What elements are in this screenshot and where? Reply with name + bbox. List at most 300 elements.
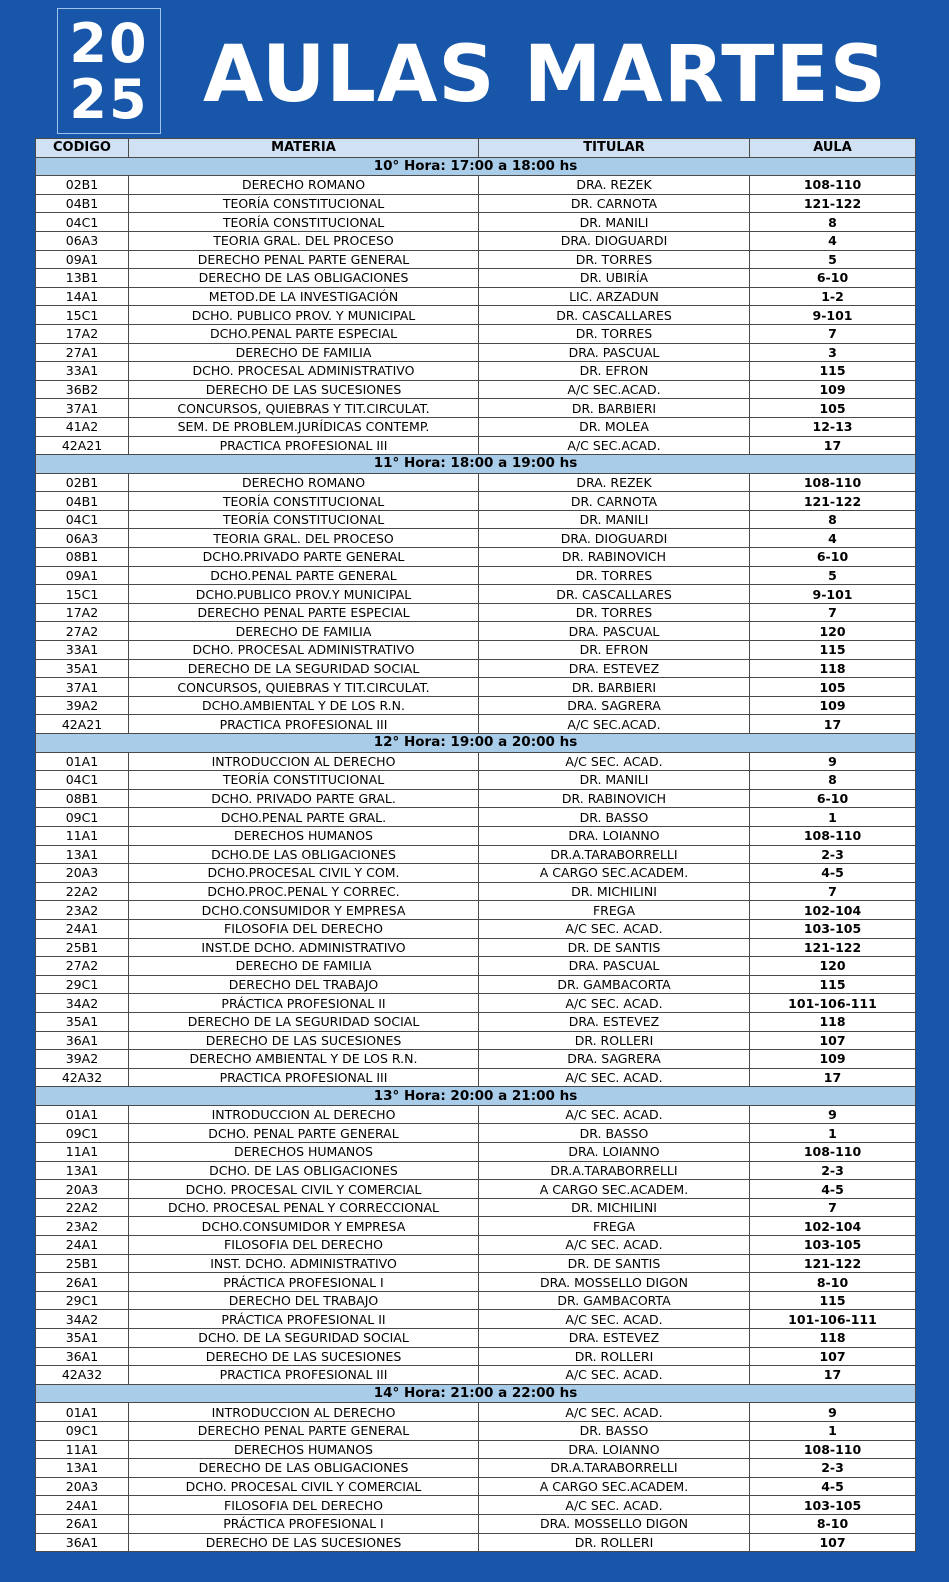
table-row: [36, 1012, 916, 1031]
cell-aula: 8-10: [750, 1514, 916, 1533]
header-row: [36, 139, 916, 158]
cell-aula: 3: [750, 343, 916, 362]
cell-titular: DR. TORRES: [479, 566, 750, 585]
cell-aula: 1-2: [750, 287, 916, 306]
cell-codigo: 09C1: [36, 1124, 129, 1143]
cell-titular: A CARGO SEC.ACADEM.: [479, 1180, 750, 1199]
cell-codigo: 04C1: [36, 213, 129, 232]
cell-codigo: 01A1: [36, 1105, 129, 1124]
cell-titular: A/C SEC. ACAD.: [479, 919, 750, 938]
cell-materia: DCHO.PENAL PARTE GENERAL: [129, 566, 479, 585]
cell-codigo: 04C1: [36, 771, 129, 790]
cell-materia: DERECHO DE LA SEGURIDAD SOCIAL: [129, 1012, 479, 1031]
cell-materia: SEM. DE PROBLEM.JURÍDICAS CONTEMP.: [129, 417, 479, 436]
cell-materia: DCHO.PROC.PENAL Y CORREC.: [129, 882, 479, 901]
cell-materia: TEORÍA CONSTITUCIONAL: [129, 213, 479, 232]
table-row: [36, 1143, 916, 1162]
cell-codigo: 34A2: [36, 994, 129, 1013]
cell-materia: TEORIA GRAL. DEL PROCESO: [129, 231, 479, 250]
table-row: [36, 1161, 916, 1180]
cell-aula: 2-3: [750, 1161, 916, 1180]
cell-aula: 105: [750, 399, 916, 418]
cell-codigo: 13A1: [36, 1459, 129, 1478]
cell-materia: PRÁCTICA PROFESIONAL I: [129, 1514, 479, 1533]
cell-titular: DR. ROLLERI: [479, 1031, 750, 1050]
cell-materia: DCHO.PROCESAL CIVIL Y COM.: [129, 864, 479, 883]
cell-aula: 8: [750, 510, 916, 529]
cell-codigo: 15C1: [36, 306, 129, 325]
table-row: [36, 1366, 916, 1385]
cell-codigo: 25B1: [36, 1254, 129, 1273]
cell-materia: PRACTICA PROFESIONAL III: [129, 715, 479, 734]
cell-aula: 7: [750, 603, 916, 622]
cell-titular: DRA. PASCUAL: [479, 622, 750, 641]
cell-aula: 5: [750, 250, 916, 269]
cell-titular: A/C SEC. ACAD.: [479, 752, 750, 771]
cell-codigo: 11A1: [36, 1440, 129, 1459]
table-row: [36, 1496, 916, 1515]
cell-aula: 118: [750, 659, 916, 678]
table-row: [36, 771, 916, 790]
cell-materia: DCHO.AMBIENTAL Y DE LOS R.N.: [129, 696, 479, 715]
cell-titular: DRA. MOSSELLO DIGON: [479, 1514, 750, 1533]
cell-materia: TEORÍA CONSTITUCIONAL: [129, 194, 479, 213]
cell-materia: DERECHO DEL TRABAJO: [129, 1291, 479, 1310]
cell-codigo: 26A1: [36, 1514, 129, 1533]
cell-materia: DERECHO DE LA SEGURIDAD SOCIAL: [129, 659, 479, 678]
cell-titular: DRA. REZEK: [479, 473, 750, 492]
cell-materia: DERECHO DE LAS SUCESIONES: [129, 1031, 479, 1050]
table-row: [36, 659, 916, 678]
cell-codigo: 27A2: [36, 957, 129, 976]
table-row: [36, 1291, 916, 1310]
cell-materia: DERECHO ROMANO: [129, 176, 479, 195]
cell-titular: DRA. ESTEVEZ: [479, 1329, 750, 1348]
cell-codigo: 08B1: [36, 548, 129, 567]
cell-materia: DCHO. DE LA SEGURIDAD SOCIAL: [129, 1329, 479, 1348]
table-row: [36, 1217, 916, 1236]
cell-aula: 108-110: [750, 1440, 916, 1459]
cell-codigo: 27A2: [36, 622, 129, 641]
cell-titular: DR. GAMBACORTA: [479, 975, 750, 994]
cell-titular: DRA. DIOGUARDI: [479, 231, 750, 250]
cell-codigo: 14A1: [36, 287, 129, 306]
table-row: [36, 269, 916, 288]
cell-titular: FREGA: [479, 1217, 750, 1236]
cell-materia: TEORIA GRAL. DEL PROCESO: [129, 529, 479, 548]
cell-codigo: 01A1: [36, 752, 129, 771]
schedule-body: [36, 157, 916, 1552]
cell-materia: DCHO.CONSUMIDOR Y EMPRESA: [129, 1217, 479, 1236]
column-header-codigo: CODIGO: [36, 139, 129, 158]
cell-titular: DRA. PASCUAL: [479, 343, 750, 362]
cell-codigo: 33A1: [36, 362, 129, 381]
cell-aula: 9-101: [750, 585, 916, 604]
section-header-row: [36, 1087, 916, 1106]
cell-titular: DRA. SAGRERA: [479, 1050, 750, 1069]
cell-codigo: 26A1: [36, 1273, 129, 1292]
cell-materia: FILOSOFIA DEL DERECHO: [129, 1496, 479, 1515]
table-row: [36, 473, 916, 492]
year-bottom-digits: 25: [69, 68, 149, 131]
cell-titular: DRA. MOSSELLO DIGON: [479, 1273, 750, 1292]
cell-titular: LIC. ARZADUN: [479, 287, 750, 306]
cell-codigo: 42A32: [36, 1366, 129, 1385]
table-row: [36, 585, 916, 604]
table-row: [36, 566, 916, 585]
column-header-titular: TITULAR: [479, 139, 750, 158]
table-row: [36, 678, 916, 697]
cell-materia: DCHO. DE LAS OBLIGACIONES: [129, 1161, 479, 1180]
cell-materia: DERECHOS HUMANOS: [129, 1440, 479, 1459]
table-row: [36, 752, 916, 771]
table-row: [36, 380, 916, 399]
cell-materia: DCHO. PROCESAL PENAL Y CORRECCIONAL: [129, 1198, 479, 1217]
cell-titular: DR. BASSO: [479, 1124, 750, 1143]
cell-materia: PRÁCTICA PROFESIONAL II: [129, 1310, 479, 1329]
cell-aula: 109: [750, 380, 916, 399]
cell-titular: A/C SEC. ACAD.: [479, 1403, 750, 1422]
cell-codigo: 02B1: [36, 473, 129, 492]
cell-codigo: 37A1: [36, 678, 129, 697]
cell-materia: TEORÍA CONSTITUCIONAL: [129, 492, 479, 511]
cell-titular: DR. TORRES: [479, 250, 750, 269]
cell-materia: DCHO.PUBLICO PROV.Y MUNICIPAL: [129, 585, 479, 604]
cell-materia: PRACTICA PROFESIONAL III: [129, 1366, 479, 1385]
cell-titular: DRA. DIOGUARDI: [479, 529, 750, 548]
cell-materia: DERECHO ROMANO: [129, 473, 479, 492]
cell-aula: 121-122: [750, 194, 916, 213]
cell-materia: DERECHO DE LAS OBLIGACIONES: [129, 269, 479, 288]
cell-aula: 6-10: [750, 269, 916, 288]
cell-materia: FILOSOFIA DEL DERECHO: [129, 1236, 479, 1255]
cell-aula: 103-105: [750, 919, 916, 938]
cell-aula: 101-106-111: [750, 994, 916, 1013]
cell-materia: TEORÍA CONSTITUCIONAL: [129, 771, 479, 790]
cell-titular: DR. RABINOVICH: [479, 789, 750, 808]
cell-materia: DERECHOS HUMANOS: [129, 826, 479, 845]
cell-titular: DR. MANILI: [479, 510, 750, 529]
cell-aula: 108-110: [750, 176, 916, 195]
cell-aula: 8-10: [750, 1273, 916, 1292]
cell-codigo: 09C1: [36, 1421, 129, 1440]
cell-titular: A CARGO SEC.ACADEM.: [479, 1477, 750, 1496]
cell-titular: DR. GAMBACORTA: [479, 1291, 750, 1310]
table-row: [36, 1236, 916, 1255]
table-row: [36, 1329, 916, 1348]
cell-aula: 121-122: [750, 1254, 916, 1273]
cell-codigo: 24A1: [36, 1496, 129, 1515]
cell-codigo: 36A1: [36, 1347, 129, 1366]
cell-aula: 115: [750, 641, 916, 660]
cell-aula: 1: [750, 808, 916, 827]
table-row: [36, 343, 916, 362]
cell-codigo: 24A1: [36, 1236, 129, 1255]
table-row: [36, 231, 916, 250]
cell-titular: DR. ROLLERI: [479, 1533, 750, 1552]
table-row: [36, 1477, 916, 1496]
cell-materia: INTRODUCCION AL DERECHO: [129, 1105, 479, 1124]
cell-titular: A/C SEC.ACAD.: [479, 715, 750, 734]
table-row: [36, 492, 916, 511]
cell-aula: 118: [750, 1012, 916, 1031]
cell-aula: 120: [750, 622, 916, 641]
cell-titular: A/C SEC. ACAD.: [479, 1496, 750, 1515]
cell-titular: DR. UBIRÍA: [479, 269, 750, 288]
section-header-row: [36, 734, 916, 753]
cell-titular: DRA. LOIANNO: [479, 1440, 750, 1459]
column-header-materia: MATERIA: [129, 139, 479, 158]
table-row: [36, 548, 916, 567]
cell-materia: DERECHO PENAL PARTE GENERAL: [129, 250, 479, 269]
cell-aula: 108-110: [750, 1143, 916, 1162]
cell-titular: DR. RABINOVICH: [479, 548, 750, 567]
table-row: [36, 362, 916, 381]
cell-materia: DERECHO DE FAMILIA: [129, 957, 479, 976]
cell-materia: DERECHO DE FAMILIA: [129, 343, 479, 362]
table-row: [36, 1031, 916, 1050]
cell-aula: 6-10: [750, 548, 916, 567]
cell-aula: 1: [750, 1421, 916, 1440]
cell-codigo: 33A1: [36, 641, 129, 660]
cell-codigo: 23A2: [36, 901, 129, 920]
cell-materia: DERECHO DEL TRABAJO: [129, 975, 479, 994]
cell-aula: 4: [750, 529, 916, 548]
cell-aula: 102-104: [750, 901, 916, 920]
section-heading: 13° Hora: 20:00 a 21:00 hs: [36, 1087, 916, 1106]
cell-materia: DCHO. PROCESAL ADMINISTRATIVO: [129, 641, 479, 660]
cell-titular: DR. BASSO: [479, 808, 750, 827]
cell-codigo: 06A3: [36, 231, 129, 250]
table-row: [36, 957, 916, 976]
table-row: [36, 975, 916, 994]
cell-aula: 4-5: [750, 1180, 916, 1199]
cell-aula: 101-106-111: [750, 1310, 916, 1329]
cell-titular: DR. CASCALLARES: [479, 585, 750, 604]
cell-codigo: 42A21: [36, 715, 129, 734]
cell-titular: DR. MANILI: [479, 771, 750, 790]
cell-aula: 4: [750, 231, 916, 250]
cell-materia: DCHO.CONSUMIDOR Y EMPRESA: [129, 901, 479, 920]
cell-aula: 7: [750, 324, 916, 343]
cell-titular: DRA. REZEK: [479, 176, 750, 195]
table-row: [36, 529, 916, 548]
table-row: [36, 417, 916, 436]
cell-codigo: 41A2: [36, 417, 129, 436]
cell-codigo: 22A2: [36, 882, 129, 901]
cell-titular: DR. CARNOTA: [479, 492, 750, 511]
table-row: [36, 994, 916, 1013]
cell-codigo: 42A32: [36, 1068, 129, 1087]
cell-materia: DCHO. PENAL PARTE GENERAL: [129, 1124, 479, 1143]
year-badge: [57, 8, 161, 134]
section-heading: 10° Hora: 17:00 a 18:00 hs: [36, 157, 916, 176]
cell-aula: 107: [750, 1347, 916, 1366]
cell-titular: DR. EFRON: [479, 362, 750, 381]
cell-materia: DERECHO DE LAS OBLIGACIONES: [129, 1459, 479, 1478]
cell-codigo: 25B1: [36, 938, 129, 957]
table-row: [36, 1273, 916, 1292]
cell-codigo: 27A1: [36, 343, 129, 362]
cell-titular: DR. ROLLERI: [479, 1347, 750, 1366]
cell-materia: DCHO. PUBLICO PROV. Y MUNICIPAL: [129, 306, 479, 325]
table-row: [36, 715, 916, 734]
cell-materia: PRACTICA PROFESIONAL III: [129, 436, 479, 455]
cell-titular: DR. TORRES: [479, 603, 750, 622]
section-heading: 12° Hora: 19:00 a 20:00 hs: [36, 734, 916, 753]
cell-titular: A/C SEC. ACAD.: [479, 1068, 750, 1087]
cell-materia: DERECHO DE LAS SUCESIONES: [129, 1347, 479, 1366]
cell-materia: FILOSOFIA DEL DERECHO: [129, 919, 479, 938]
table-row: [36, 1180, 916, 1199]
cell-aula: 118: [750, 1329, 916, 1348]
cell-titular: DRA. ESTEVEZ: [479, 659, 750, 678]
page-title: AULAS MARTES: [203, 30, 887, 120]
cell-titular: DR. MICHILINI: [479, 882, 750, 901]
cell-aula: 2-3: [750, 1459, 916, 1478]
table-row: [36, 194, 916, 213]
cell-aula: 17: [750, 1068, 916, 1087]
cell-codigo: 13B1: [36, 269, 129, 288]
cell-titular: DR. EFRON: [479, 641, 750, 660]
cell-codigo: 04C1: [36, 510, 129, 529]
cell-codigo: 36B2: [36, 380, 129, 399]
cell-aula: 121-122: [750, 938, 916, 957]
cell-materia: PRÁCTICA PROFESIONAL II: [129, 994, 479, 1013]
table-row: [36, 510, 916, 529]
year-top-digits: 20: [69, 12, 149, 75]
cell-materia: DCHO. PROCESAL CIVIL Y COMERCIAL: [129, 1180, 479, 1199]
cell-aula: 7: [750, 882, 916, 901]
cell-aula: 108-110: [750, 473, 916, 492]
cell-titular: A/C SEC. ACAD.: [479, 1105, 750, 1124]
cell-materia: INTRODUCCION AL DERECHO: [129, 752, 479, 771]
cell-materia: DCHO.PENAL PARTE GRAL.: [129, 808, 479, 827]
cell-titular: DR. DE SANTIS: [479, 938, 750, 957]
cell-titular: FREGA: [479, 901, 750, 920]
cell-codigo: 29C1: [36, 975, 129, 994]
cell-aula: 7: [750, 1198, 916, 1217]
section-heading: 14° Hora: 21:00 a 22:00 hs: [36, 1384, 916, 1403]
table-row: [36, 696, 916, 715]
cell-titular: A/C SEC.ACAD.: [479, 380, 750, 399]
table-row: [36, 287, 916, 306]
cell-materia: TEORÍA CONSTITUCIONAL: [129, 510, 479, 529]
cell-titular: DR.A.TARABORRELLI: [479, 1161, 750, 1180]
cell-codigo: 11A1: [36, 826, 129, 845]
cell-codigo: 35A1: [36, 1329, 129, 1348]
cell-codigo: 04B1: [36, 492, 129, 511]
cell-materia: INTRODUCCION AL DERECHO: [129, 1403, 479, 1422]
section-header-row: [36, 157, 916, 176]
cell-materia: DERECHO DE LAS SUCESIONES: [129, 1533, 479, 1552]
table-row: [36, 1347, 916, 1366]
cell-codigo: 29C1: [36, 1291, 129, 1310]
cell-materia: DCHO. PROCESAL ADMINISTRATIVO: [129, 362, 479, 381]
cell-titular: A/C SEC. ACAD.: [479, 1236, 750, 1255]
cell-titular: DRA. LOIANNO: [479, 1143, 750, 1162]
cell-aula: 12-13: [750, 417, 916, 436]
table-row: [36, 250, 916, 269]
cell-aula: 9: [750, 1105, 916, 1124]
table-row: [36, 1403, 916, 1422]
cell-aula: 107: [750, 1533, 916, 1552]
table-row: [36, 1254, 916, 1273]
cell-codigo: 20A3: [36, 1180, 129, 1199]
table-row: [36, 938, 916, 957]
cell-aula: 4-5: [750, 864, 916, 883]
cell-aula: 109: [750, 696, 916, 715]
cell-materia: DERECHO DE FAMILIA: [129, 622, 479, 641]
cell-materia: INST. DCHO. ADMINISTRATIVO: [129, 1254, 479, 1273]
table-row: [36, 845, 916, 864]
cell-codigo: 08B1: [36, 789, 129, 808]
section-header-row: [36, 455, 916, 474]
cell-aula: 108-110: [750, 826, 916, 845]
cell-titular: A CARGO SEC.ACADEM.: [479, 864, 750, 883]
table-row: [36, 603, 916, 622]
cell-codigo: 36A1: [36, 1533, 129, 1552]
cell-materia: METOD.DE LA INVESTIGACIÓN: [129, 287, 479, 306]
table-row: [36, 901, 916, 920]
cell-titular: DR. MANILI: [479, 213, 750, 232]
table-row: [36, 808, 916, 827]
cell-aula: 115: [750, 975, 916, 994]
cell-aula: 120: [750, 957, 916, 976]
cell-codigo: 09A1: [36, 566, 129, 585]
cell-codigo: 13A1: [36, 845, 129, 864]
cell-codigo: 36A1: [36, 1031, 129, 1050]
table-row: [36, 1533, 916, 1552]
cell-materia: PRÁCTICA PROFESIONAL I: [129, 1273, 479, 1292]
cell-materia: PRACTICA PROFESIONAL III: [129, 1068, 479, 1087]
table-row: [36, 399, 916, 418]
cell-codigo: 35A1: [36, 1012, 129, 1031]
cell-aula: 8: [750, 213, 916, 232]
table-row: [36, 1124, 916, 1143]
cell-materia: DCHO. PRIVADO PARTE GRAL.: [129, 789, 479, 808]
cell-codigo: 39A2: [36, 1050, 129, 1069]
table-row: [36, 622, 916, 641]
cell-materia: DERECHOS HUMANOS: [129, 1143, 479, 1162]
table-row: [36, 1421, 916, 1440]
cell-titular: DR. TORRES: [479, 324, 750, 343]
cell-aula: 5: [750, 566, 916, 585]
cell-materia: DERECHO AMBIENTAL Y DE LOS R.N.: [129, 1050, 479, 1069]
cell-aula: 109: [750, 1050, 916, 1069]
table-row: [36, 882, 916, 901]
cell-materia: DERECHO PENAL PARTE ESPECIAL: [129, 603, 479, 622]
cell-aula: 6-10: [750, 789, 916, 808]
table-row: [36, 1459, 916, 1478]
section-header-row: [36, 1384, 916, 1403]
table-row: [36, 789, 916, 808]
section-heading: 11° Hora: 18:00 a 19:00 hs: [36, 455, 916, 474]
cell-codigo: 39A2: [36, 696, 129, 715]
cell-aula: 115: [750, 362, 916, 381]
cell-codigo: 22A2: [36, 1198, 129, 1217]
cell-codigo: 15C1: [36, 585, 129, 604]
cell-aula: 9: [750, 752, 916, 771]
cell-aula: 17: [750, 715, 916, 734]
cell-titular: DR. CASCALLARES: [479, 306, 750, 325]
cell-materia: CONCURSOS, QUIEBRAS Y TIT.CIRCULAT.: [129, 678, 479, 697]
cell-aula: 103-105: [750, 1236, 916, 1255]
cell-aula: 17: [750, 1366, 916, 1385]
cell-codigo: 09C1: [36, 808, 129, 827]
cell-titular: DRA. ESTEVEZ: [479, 1012, 750, 1031]
cell-codigo: 01A1: [36, 1403, 129, 1422]
